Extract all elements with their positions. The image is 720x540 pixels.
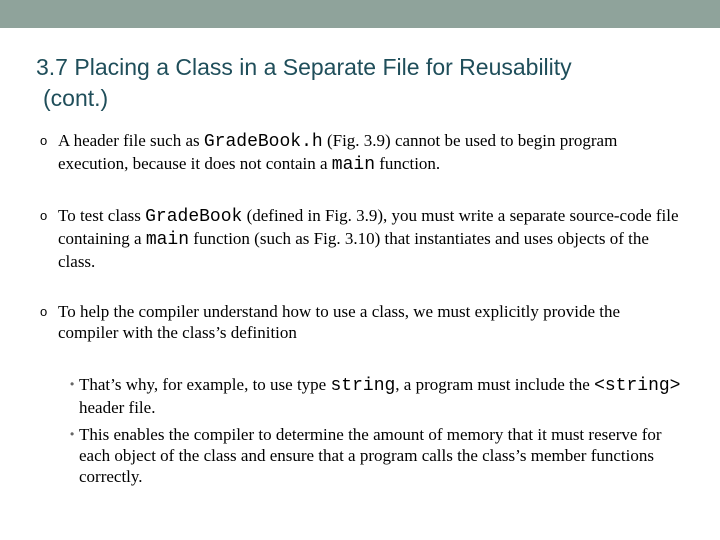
bullet-text: To help the compiler understand how to use a class, we must explicitly provide the compiler with the class’s definition <box>58 302 621 342</box>
code-main: main <box>145 230 190 250</box>
sub-bullet-marker: • <box>70 377 75 391</box>
bullet-marker: o <box>40 133 48 148</box>
bullet-text: To test class GradeBook (defined in Fig. 3.9), you must write a separate source-code file containing a main function (such as Fig. 3.10) that instantiates and uses objects of the class. <box>58 206 679 271</box>
sub-bullet-memory <box>70 424 690 487</box>
sub-bullet-string-header <box>70 374 690 418</box>
title-line-2: (cont.) <box>43 85 109 111</box>
title-line-1: 3.7 Placing a Class in a Separate File for Reusability <box>36 54 572 80</box>
bullet-header-file <box>40 130 680 176</box>
sub-bullet-text: That’s why, for example, to use type string, a program must include the <string> header file. <box>79 375 681 417</box>
code-string: string <box>330 376 396 396</box>
sub-bullet-marker: • <box>70 427 75 441</box>
bullet-compiler-help <box>40 301 680 343</box>
code-gradebook: GradeBook <box>145 207 243 227</box>
bullet-test-class <box>40 205 680 272</box>
bullet-text: A header file such as GradeBook.h (Fig. 3.9) cannot be used to begin program execution, because it does not contain a main function. <box>58 131 618 175</box>
code-main: main <box>331 155 376 175</box>
bullet-marker: o <box>40 304 48 319</box>
code-string-header: <string> <box>594 376 681 396</box>
sub-bullet-text: This enables the compiler to determine the amount of memory that it must reserve for each object of the class and ensure that a program calls the class’s member functions correctly. <box>79 425 662 486</box>
code-gradebook-h: GradeBook.h <box>203 132 323 152</box>
bullet-marker: o <box>40 208 48 223</box>
slide-title <box>36 52 676 114</box>
top-bar <box>0 0 720 28</box>
